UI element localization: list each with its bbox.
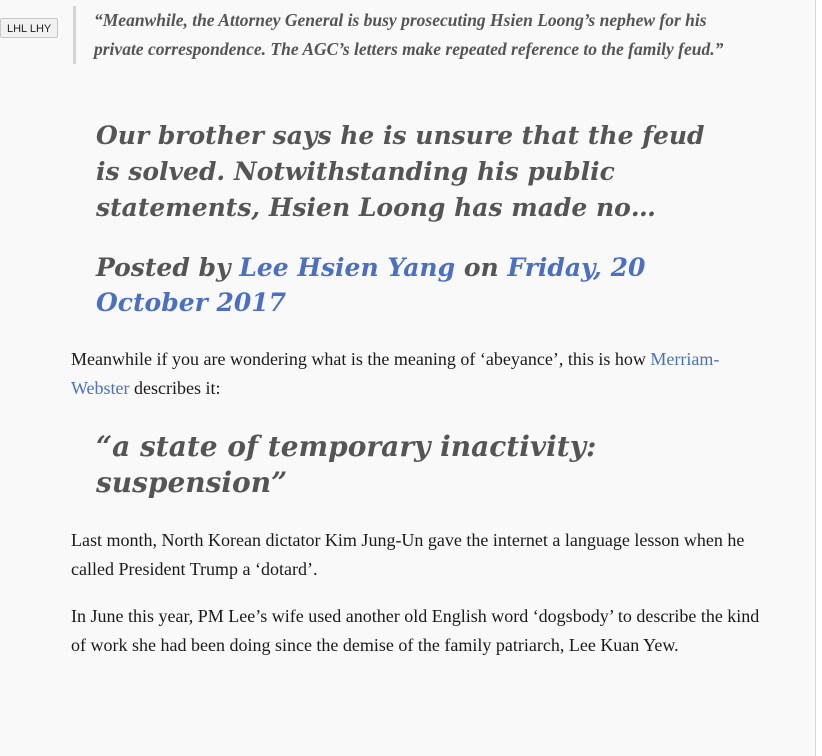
post-excerpt-text: Our brother says he is unsure that the feud is solved. Notwithstanding his public statements, Hsien Loong has made no… xyxy=(96,121,705,222)
author-link[interactable]: Lee Hsien Yang xyxy=(239,253,456,282)
on-label: on xyxy=(463,253,499,282)
date-link[interactable]: Friday, 20 October 2017 xyxy=(96,253,646,317)
paragraph-text: Meanwhile if you are wondering what is the meaning of ‘abeyance’, this is how xyxy=(71,349,651,369)
paragraph-text: describes it: xyxy=(129,378,221,398)
paragraph-abeyance xyxy=(71,345,761,403)
block-quote xyxy=(73,6,754,64)
block-quote-text: “Meanwhile, the Attorney General is busy prosecuting Hsien Loong’s nephew for his private correspondence. The AGC’s letters make repeated reference to the family feud.” xyxy=(94,10,724,59)
paragraph-text: In June this year, PM Lee’s wife used another old English word ‘dogsbody’ to describe the kind of work she had been doing since the demise of the family patriarch, Lee Kuan Yew. xyxy=(71,606,760,655)
paragraph-dogsbody xyxy=(71,602,761,660)
post-excerpt xyxy=(96,118,716,226)
merriam-webster-link[interactable]: Merriam-Webster xyxy=(71,349,720,398)
post-byline xyxy=(96,250,676,320)
paragraph-dotard xyxy=(71,526,761,584)
definition-quote xyxy=(96,429,716,501)
paragraph-text: Last month, North Korean dictator Kim Jung-Un gave the internet a language lesson when he called President Trump a ‘dotard’. xyxy=(71,530,745,579)
definition-quote-text: “a state of temporary inactivity: suspension” xyxy=(96,430,597,499)
tag-button[interactable]: LHL LHY xyxy=(0,18,58,38)
posted-by-label: Posted by xyxy=(96,253,231,282)
